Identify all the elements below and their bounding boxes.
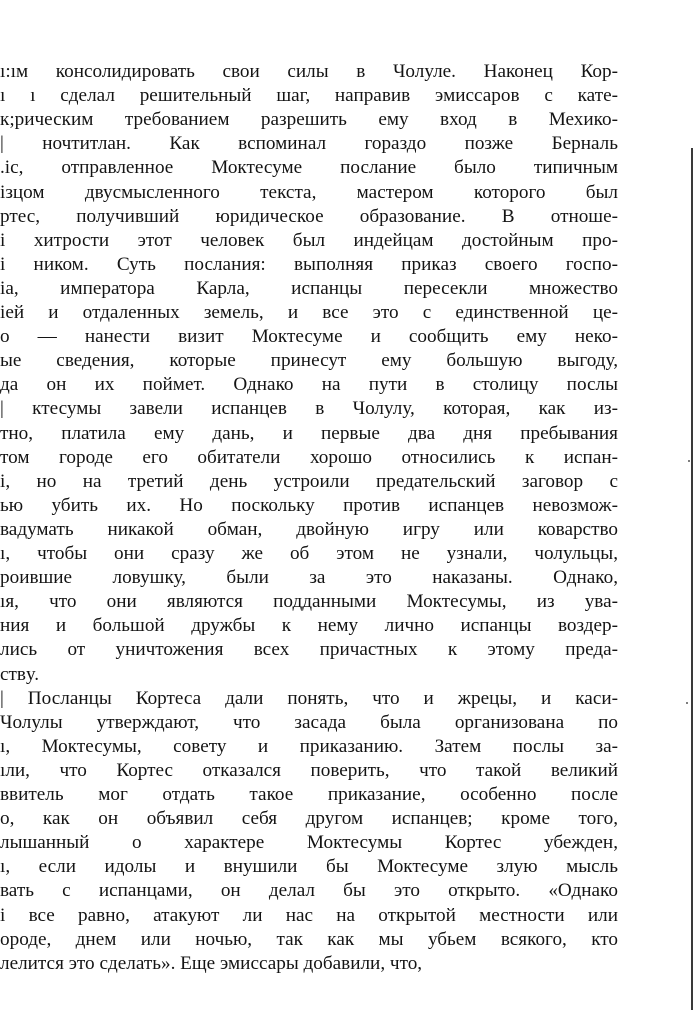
text-line: ороде, днем или ночью, так как мы убьем всякого, кто (0, 928, 618, 950)
text-line: ıли, что Кортес отказался поверить, что такой великий (0, 759, 618, 781)
text-line: ые сведения, которые принесут ему большую выгоду, (0, 350, 618, 372)
margin-rule (691, 148, 693, 1010)
text-line: ı, чтобы они сразу же об этом не узнали, чолульцы, (0, 543, 618, 564)
text-line: іей и отдаленных земель, и все это с единственной це- (0, 302, 618, 323)
text-line: Чолулы утверждают, что засада была организована по (0, 711, 618, 733)
text-line: і все равно, атакуют ли нас на открытой местности или (0, 904, 618, 926)
text-line: .іс, отправленное Моктесуме послание было типичным (0, 157, 618, 179)
text-line: ı, если идолы и внушили бы Моктесуме злую мысль (0, 856, 618, 878)
text-line: ı ı сделал решительный шаг, направив эмиссаров с кате- (0, 85, 618, 107)
margin-speck (688, 460, 690, 462)
text-line: к;рическим требованием разрешить ему вход в Мехико- (0, 109, 618, 131)
text-line: | ктесумы завели испанцев в Чолулу, которая, как из- (0, 398, 618, 420)
text-line: вать с испанцами, он делал бы это открыто. «Однако (0, 880, 618, 902)
text-line: лышанный о характере Моктесумы Кортес убежден, (0, 832, 618, 854)
text-line: ıя, что они являются подданными Моктесумы, из ува- (0, 591, 618, 613)
text-line: да он их поймет. Однако на пути в столицу послы (0, 374, 618, 396)
text-line: о, как он объявил себя другом испанцев; кроме того, (0, 808, 618, 830)
text-line: о — нанести визит Моктесуме и сообщить ему неко- (0, 326, 618, 348)
text-line: | Посланцы Кортеса дали понять, что и жрецы, и каси- (0, 687, 618, 709)
text-line: | ночтитлан. Как вспоминал гораздо позже Берналь (0, 133, 618, 155)
text-line: лелится это сделать». Еще эмиссары добавили, что, (0, 952, 423, 974)
text-line: том городе его обитатели хорошо относились к испан- (0, 446, 618, 468)
text-line: тно, платила ему дань, и первые два дня пребывания (0, 422, 618, 444)
text-line: ния и большой дружбы к нему лично испанцы воздер- (0, 615, 618, 637)
text-line: і, но на третий день устроили предательский заговор с (0, 470, 618, 492)
text-line: ı:ıм консолидировать свои силы в Чолуле. Наконец Кор- (0, 61, 618, 82)
text-line: ізцом двусмысленного текста, мастером которого был (0, 181, 618, 203)
text-line: роившие ловушку, были за это наказаны. Однако, (0, 567, 618, 589)
text-line: і ником. Суть послания: выполняя приказ своего госпо- (0, 253, 618, 275)
text-line: ртес, получивший юридическое образование. В отноше- (0, 205, 618, 227)
text-line: іа, императора Карла, испанцы пересекли множество (0, 277, 618, 299)
text-line: ью убить их. Но поскольку против испанцев невозмож- (0, 494, 618, 516)
text-line: ввитель мог отдать такое приказание, особенно после (0, 784, 618, 805)
text-line: і хитрости этот человек был индейцам достойным про- (0, 229, 618, 251)
margin-speck (686, 702, 688, 704)
text-line: лись от уничтожения всех причастных к этому преда- (0, 639, 618, 661)
text-line: ствy. (0, 663, 40, 685)
text-line: ı, Моктесумы, совету и приказанию. Затем послы за- (0, 735, 618, 757)
text-line: вадумать никакой обман, двойную игру или коварство (0, 518, 618, 540)
